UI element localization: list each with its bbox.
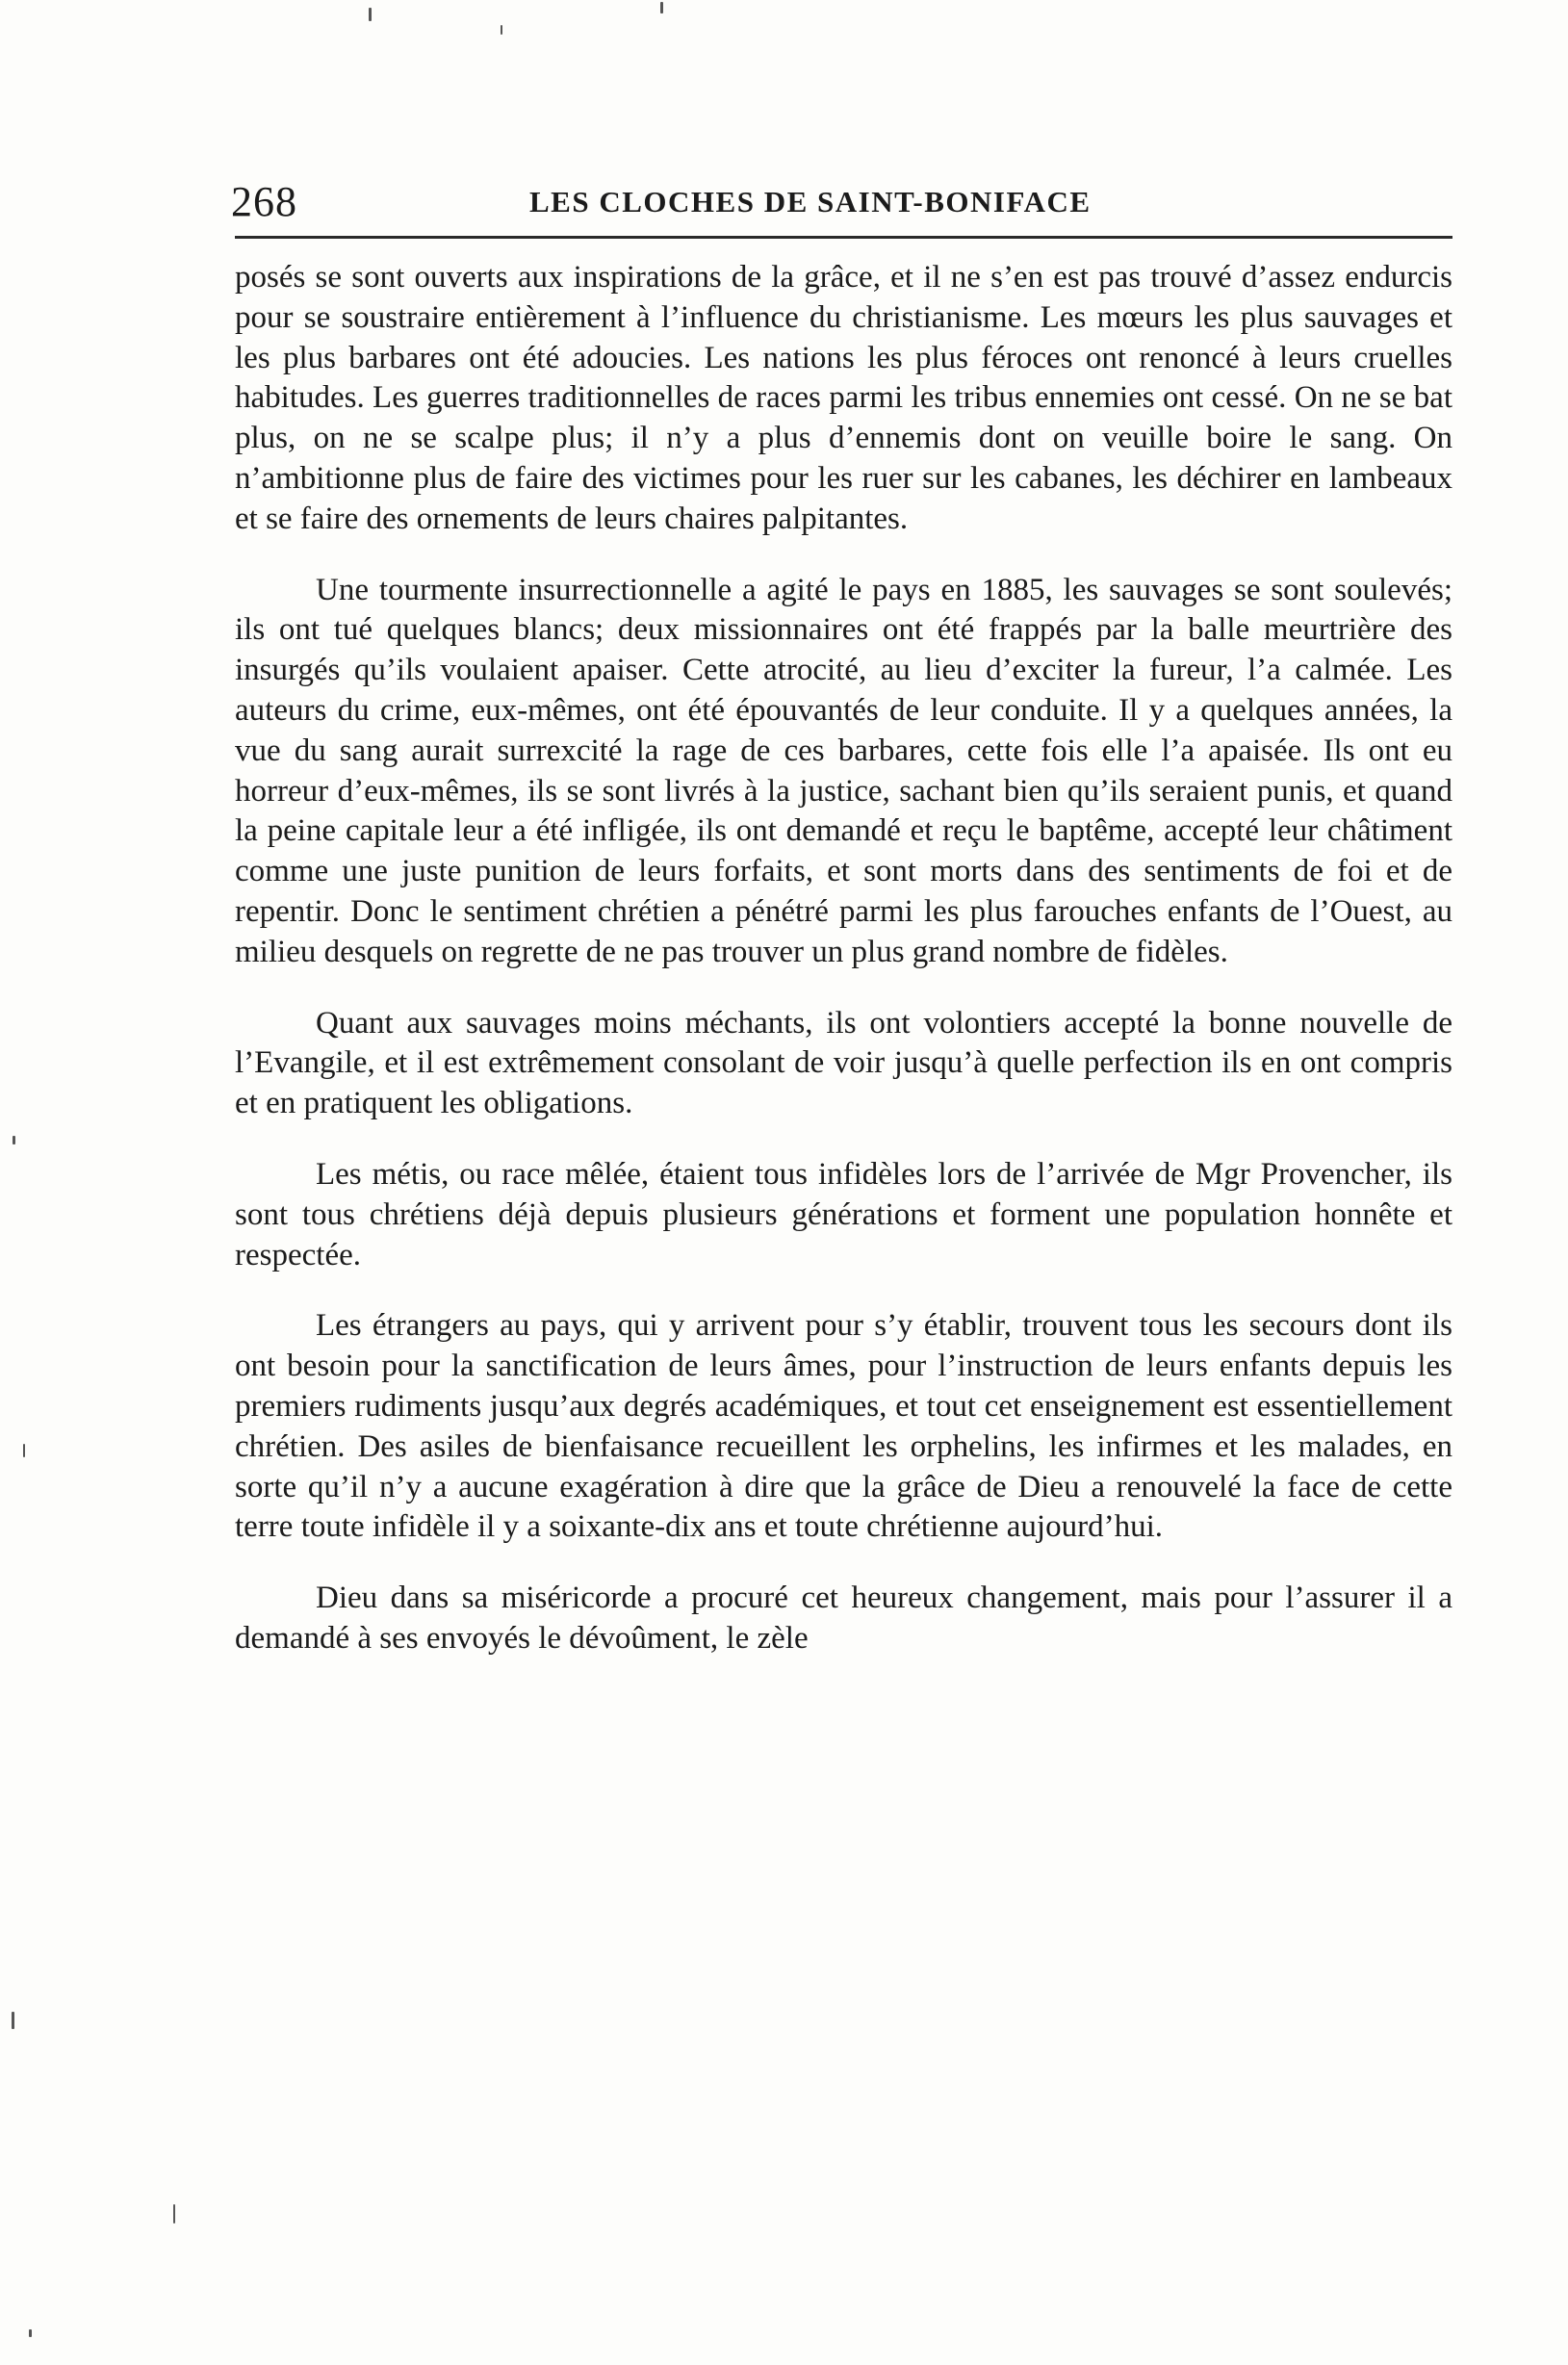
page-header [231,173,1453,231]
scan-speck [501,25,502,35]
running-title: LES CLOCHES DE SAINT-BONIFACE [529,185,1092,219]
scan-speck [23,1444,25,1457]
paragraph: Quant aux sauvages moins méchants, ils ont volontiers accepté la bonne nouvelle de l’Evangile, et il est extrêmement consolant de voir jusqu’à quelle perfection ils en ont compris et en pratiquent les obligations. [235,1005,1452,1121]
scan-speck [173,2204,175,2224]
scan-speck [12,2012,14,2029]
scan-speck [29,2329,32,2337]
paragraph: Une tourmente insurrectionnelle a agité le pays en 1885, les sauvages se sont soulevés; ils ont tué quelques blancs; deux missionnaires ont été frappés par la balle meurtrière des insurgés qu’ils voulaient apaiser. Cette atrocité, au lieu d’exciter la fureur, l’a calmée. Les auteurs du crime, eux-mêmes, ont été épouvantés de leur conduite. Il y a quelques années, la vue du sang aurait surrexcité la rage de ces barbares, cette fois elle l’a apaisée. Ils ont eu horreur d’eux-mêmes, ils se sont livrés à la justice, sachant bien qu’ils seraient punis, et quand la peine capitale leur a été infligée, ils ont demandé et reçu le baptême, accepté leur châtiment comme une juste punition de leurs forfaits, et sont morts dans des sentiments de foi et de repentir. Donc le sentiment chrétien a pénétré parmi les plus farouches enfants de l’Ouest, au milieu desquels on regrette de ne pas trouver un plus grand nombre de fidèles. [235,572,1452,969]
scan-speck [13,1136,15,1144]
paragraph-continued: posés se sont ouverts aux inspirations de la grâce, et il ne s’en est pas trouvé d’assez endurcis pour se soustraire entièrement à l’influence du christianisme. Les mœurs les plus sauvages et les plus barbares ont été adoucies. Les nations les plus féroces ont renoncé à leurs cruelles habitudes. Les guerres traditionnelles de races parmi les tribus ennemies ont cessé. On ne se bat plus, on ne se scalpe plus; il n’y a plus d’ennemis dont on veuille boire le sang. On n’ambitionne plus de faire des victimes pour les ruer sur les cabanes, les déchirer en lambeaux et se faire des ornements de leurs chaires palpitantes. [235,260,1452,536]
scan-speck [660,2,663,13]
header-rule [235,236,1452,239]
scan-speck [369,8,372,21]
paragraph: Les métis, ou race mêlée, étaient tous infidèles lors de l’arrivée de Mgr Provencher, ils sont tous chrétiens déjà depuis plusieurs générations et forment une population honnête et respectée. [235,1156,1452,1272]
body-text [235,258,1452,1659]
page-number: 268 [231,178,297,225]
paragraph: Les étrangers au pays, qui y arrivent pour s’y établir, trouvent tous les secours dont ils ont besoin pour la sanctification de leurs âmes, pour l’instruction de leurs enfants depuis les premiers rudiments jusqu’aux degrés académiques, et tout cet enseignement est essentiellement chrétien. Des asiles de bienfaisance recueillent les orphelins, les infirmes et les malades, en sorte qu’il n’y a aucune exagération à dire que la grâce de Dieu a renouvelé la face de cette terre toute infidèle il y a soixante-dix ans et toute chrétienne aujourd’hui. [235,1308,1452,1545]
paragraph: Dieu dans sa miséricorde a procuré cet heureux changement, mais pour l’assurer il a demandé à ses envoyés le dévoûment, le zèle [235,1581,1452,1656]
